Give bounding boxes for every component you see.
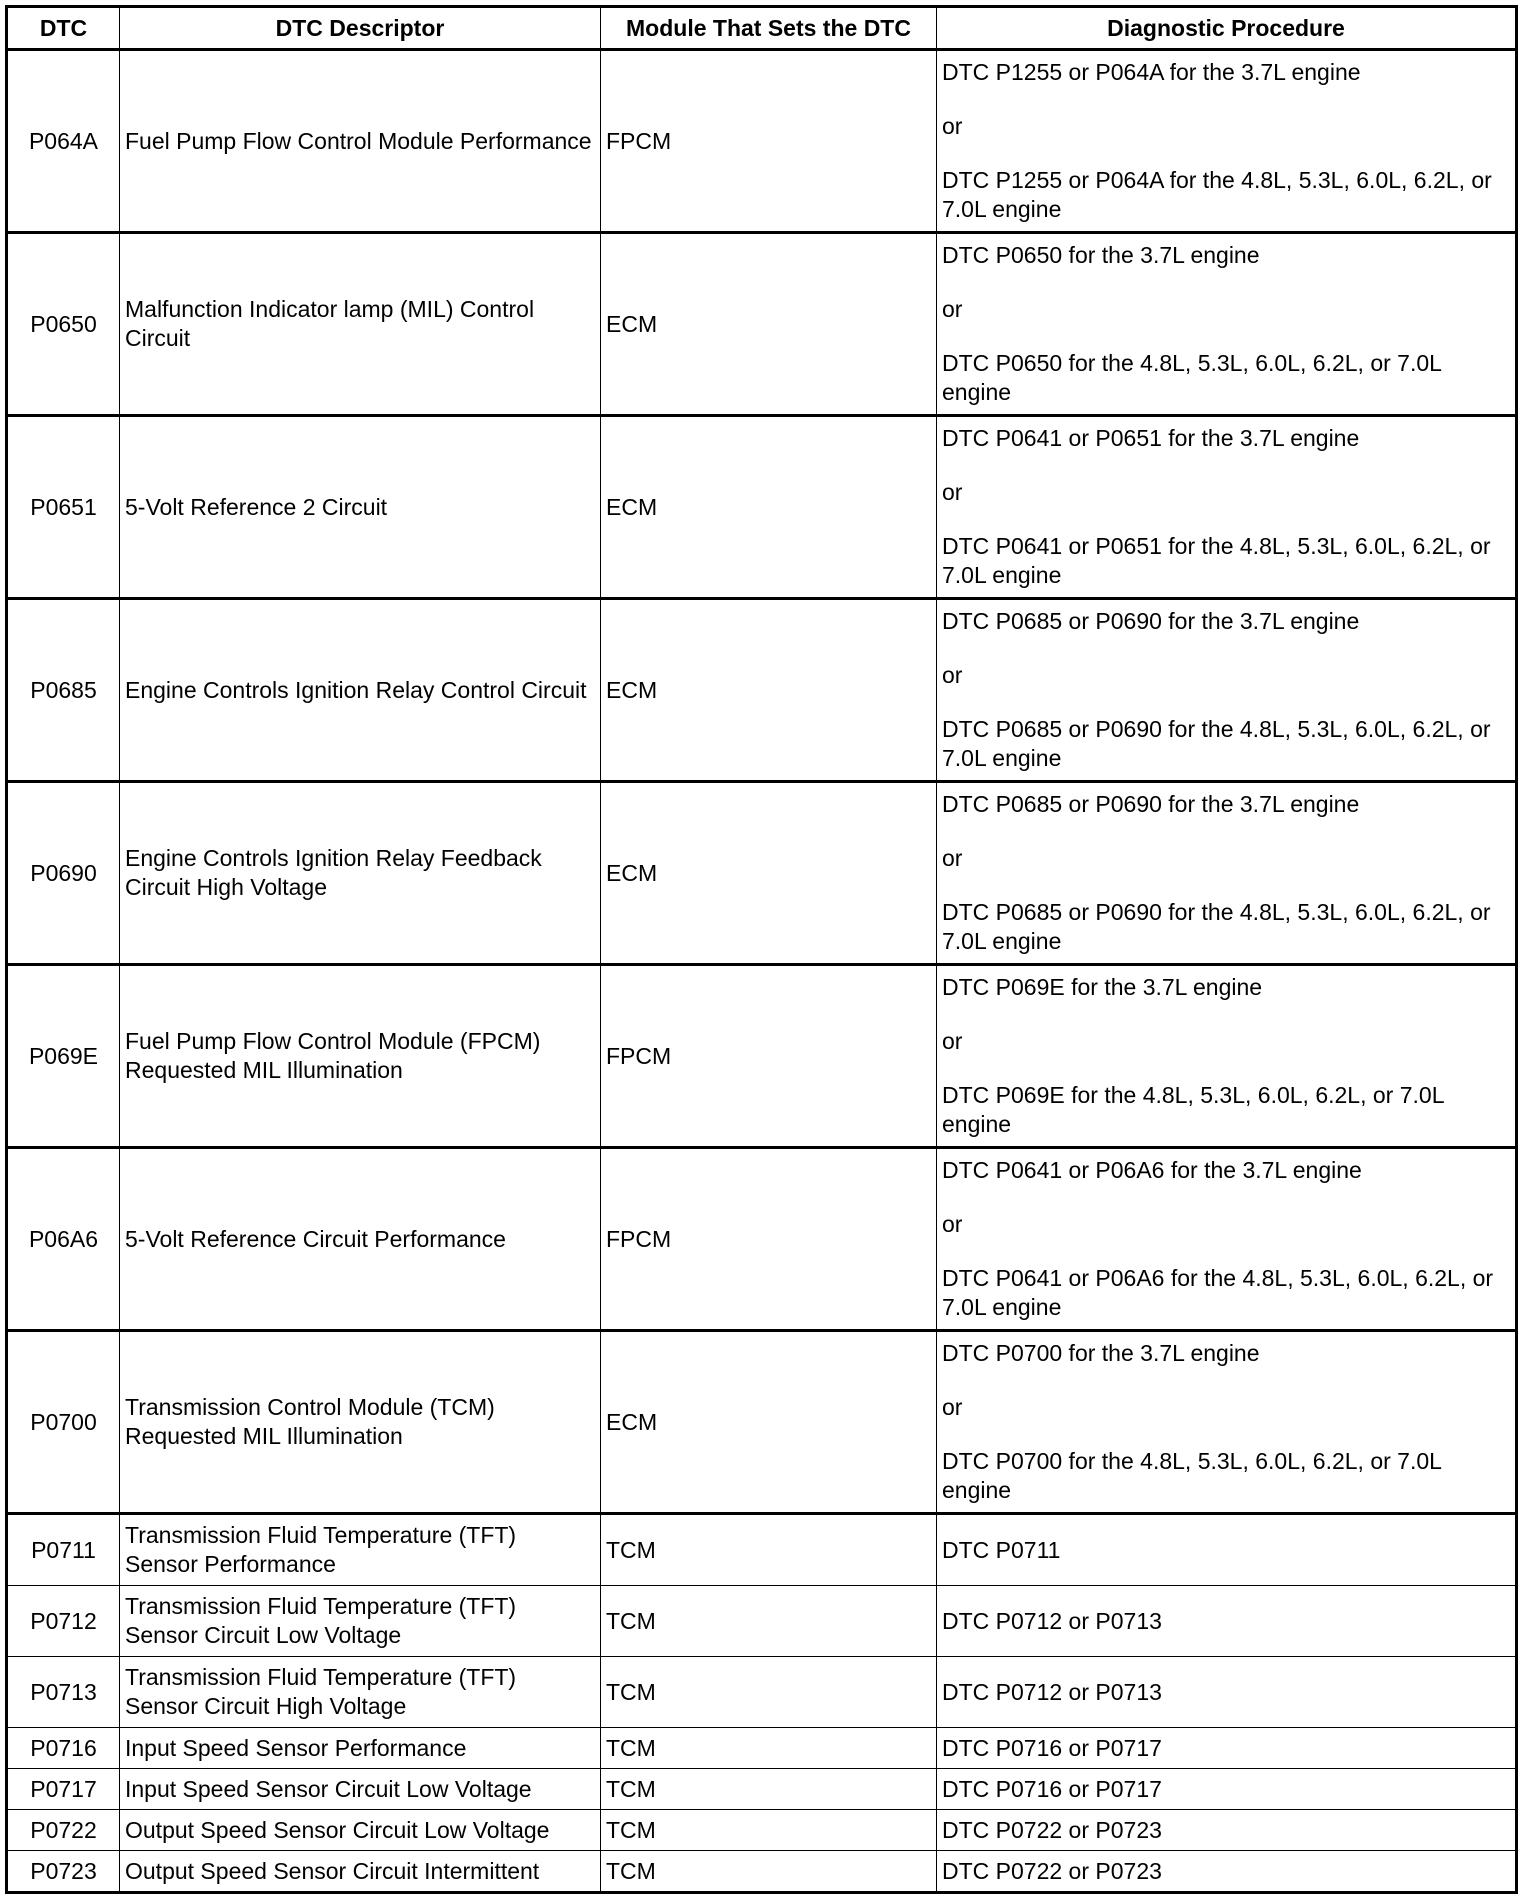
procedure-link: DTC P0711 (942, 1536, 1061, 1563)
procedure-link: DTC P0650 for the 3.7L engine (942, 242, 1260, 268)
descriptor-cell: Malfunction Indicator lamp (MIL) Control Circuit (120, 233, 601, 416)
descriptor-cell: Fuel Pump Flow Control Module (FPCM) Requested MIL Illumination (120, 965, 601, 1148)
dtc-table (5, 5, 1518, 1894)
header-module: Module That Sets the DTC (601, 7, 937, 50)
module-cell: TCM (601, 1769, 937, 1810)
module-cell: TCM (601, 1657, 937, 1728)
procedure-cell (937, 416, 1517, 599)
procedure-or: or (942, 113, 963, 139)
dtc-cell: P0717 (7, 1769, 120, 1810)
dtc-cell: P0712 (7, 1586, 120, 1657)
descriptor-cell: Input Speed Sensor Performance (120, 1728, 601, 1769)
procedure-link: DTC P0685 or P0690 for the 4.8L, 5.3L, 6.0L, 6.2L, or 7.0L engine (942, 899, 1491, 954)
descriptor-cell: Output Speed Sensor Circuit Low Voltage (120, 1810, 601, 1851)
procedure-link: DTC P0641 or P0651 for the 4.8L, 5.3L, 6.0L, 6.2L, or 7.0L engine (942, 533, 1491, 588)
module-cell: TCM (601, 1586, 937, 1657)
procedure-cell (937, 782, 1517, 965)
procedure-cell (937, 50, 1517, 233)
descriptor-cell: Transmission Fluid Temperature (TFT) Sensor Circuit High Voltage (120, 1657, 601, 1728)
table-row (7, 1810, 1517, 1851)
procedure-or: or (942, 1211, 963, 1237)
procedure-link: DTC P1255 or P064A for the 3.7L engine (942, 59, 1361, 85)
procedure-link: DTC P0716 or P0717 (942, 1734, 1162, 1761)
procedure-or: or (942, 845, 963, 871)
module-cell: FPCM (601, 50, 937, 233)
descriptor-cell: Transmission Fluid Temperature (TFT) Sensor Circuit Low Voltage (120, 1586, 601, 1657)
procedure-cell (937, 1810, 1517, 1851)
procedure-link: DTC P0700 for the 3.7L engine (942, 1340, 1260, 1366)
descriptor-cell: 5-Volt Reference Circuit Performance (120, 1148, 601, 1331)
procedure-or: or (942, 1394, 963, 1420)
procedure-or: or (942, 479, 963, 505)
dtc-cell: P0711 (7, 1514, 120, 1586)
procedure-link: DTC P0685 or P0690 for the 3.7L engine (942, 608, 1360, 634)
procedure-cell (937, 233, 1517, 416)
procedure-or: or (942, 662, 963, 688)
procedure-cell (937, 599, 1517, 782)
procedure-link: DTC P0712 or P0713 (942, 1678, 1162, 1705)
descriptor-cell: Transmission Control Module (TCM) Requested MIL Illumination (120, 1331, 601, 1514)
procedure-cell (937, 1657, 1517, 1728)
table-row (7, 1769, 1517, 1810)
procedure-link: DTC P069E for the 4.8L, 5.3L, 6.0L, 6.2L, or 7.0L engine (942, 1082, 1444, 1137)
module-cell: ECM (601, 233, 937, 416)
descriptor-cell: Output Speed Sensor Circuit Intermittent (120, 1851, 601, 1893)
dtc-cell: P0716 (7, 1728, 120, 1769)
table-row (7, 50, 1517, 233)
procedure-link: DTC P0700 for the 4.8L, 5.3L, 6.0L, 6.2L, or 7.0L engine (942, 1448, 1442, 1503)
module-cell: ECM (601, 599, 937, 782)
procedure-cell (937, 965, 1517, 1148)
dtc-cell: P0651 (7, 416, 120, 599)
dtc-cell: P0723 (7, 1851, 120, 1893)
module-cell: ECM (601, 416, 937, 599)
table-row (7, 1331, 1517, 1514)
descriptor-cell: Input Speed Sensor Circuit Low Voltage (120, 1769, 601, 1810)
module-cell: TCM (601, 1514, 937, 1586)
dtc-cell: P0690 (7, 782, 120, 965)
table-row (7, 1657, 1517, 1728)
descriptor-cell: Engine Controls Ignition Relay Control Circuit (120, 599, 601, 782)
module-cell: TCM (601, 1851, 937, 1893)
header-descriptor: DTC Descriptor (120, 7, 601, 50)
module-cell: ECM (601, 1331, 937, 1514)
procedure-or: or (942, 1028, 963, 1054)
procedure-link: DTC P0685 or P0690 for the 3.7L engine (942, 791, 1360, 817)
module-cell: ECM (601, 782, 937, 965)
procedure-cell (937, 1514, 1517, 1586)
procedure-cell (937, 1148, 1517, 1331)
procedure-cell (937, 1586, 1517, 1657)
procedure-link: DTC P069E for the 3.7L engine (942, 974, 1263, 1000)
procedure-cell (937, 1851, 1517, 1893)
procedure-cell (937, 1331, 1517, 1514)
module-cell: FPCM (601, 1148, 937, 1331)
header-procedure: Diagnostic Procedure (937, 7, 1517, 50)
dtc-cell: P064A (7, 50, 120, 233)
procedure-link: DTC P0712 or P0713 (942, 1607, 1162, 1634)
procedure-cell (937, 1769, 1517, 1810)
dtc-cell: P069E (7, 965, 120, 1148)
dtc-cell: P0713 (7, 1657, 120, 1728)
table-row (7, 1728, 1517, 1769)
table-row (7, 416, 1517, 599)
procedure-link: DTC P1255 or P064A for the 4.8L, 5.3L, 6.0L, 6.2L, or 7.0L engine (942, 167, 1492, 222)
dtc-cell: P0685 (7, 599, 120, 782)
procedure-link: DTC P0722 or P0723 (942, 1816, 1162, 1843)
dtc-cell: P0722 (7, 1810, 120, 1851)
dtc-cell: P0650 (7, 233, 120, 416)
table-row (7, 1148, 1517, 1331)
table-row (7, 233, 1517, 416)
table-row (7, 1514, 1517, 1586)
procedure-or: or (942, 296, 963, 322)
table-row (7, 782, 1517, 965)
descriptor-cell: 5-Volt Reference 2 Circuit (120, 416, 601, 599)
dtc-cell: P0700 (7, 1331, 120, 1514)
descriptor-cell: Fuel Pump Flow Control Module Performance (120, 50, 601, 233)
module-cell: FPCM (601, 965, 937, 1148)
procedure-cell (937, 1728, 1517, 1769)
procedure-link: DTC P0716 or P0717 (942, 1775, 1162, 1802)
dtc-cell: P06A6 (7, 1148, 120, 1331)
procedure-link: DTC P0685 or P0690 for the 4.8L, 5.3L, 6.0L, 6.2L, or 7.0L engine (942, 716, 1491, 771)
table-row (7, 965, 1517, 1148)
descriptor-cell: Engine Controls Ignition Relay Feedback Circuit High Voltage (120, 782, 601, 965)
module-cell: TCM (601, 1810, 937, 1851)
procedure-link: DTC P0641 or P06A6 for the 3.7L engine (942, 1157, 1362, 1183)
table-row (7, 599, 1517, 782)
descriptor-cell: Transmission Fluid Temperature (TFT) Sensor Performance (120, 1514, 601, 1586)
procedure-link: DTC P0641 or P0651 for the 3.7L engine (942, 425, 1360, 451)
table-row (7, 1586, 1517, 1657)
table-body (7, 50, 1517, 1893)
header-row (7, 7, 1517, 50)
procedure-link: DTC P0650 for the 4.8L, 5.3L, 6.0L, 6.2L, or 7.0L engine (942, 350, 1442, 405)
module-cell: TCM (601, 1728, 937, 1769)
table-row (7, 1851, 1517, 1893)
procedure-link: DTC P0641 or P06A6 for the 4.8L, 5.3L, 6.0L, 6.2L, or 7.0L engine (942, 1265, 1494, 1320)
procedure-link: DTC P0722 or P0723 (942, 1857, 1162, 1884)
header-dtc: DTC (7, 7, 120, 50)
